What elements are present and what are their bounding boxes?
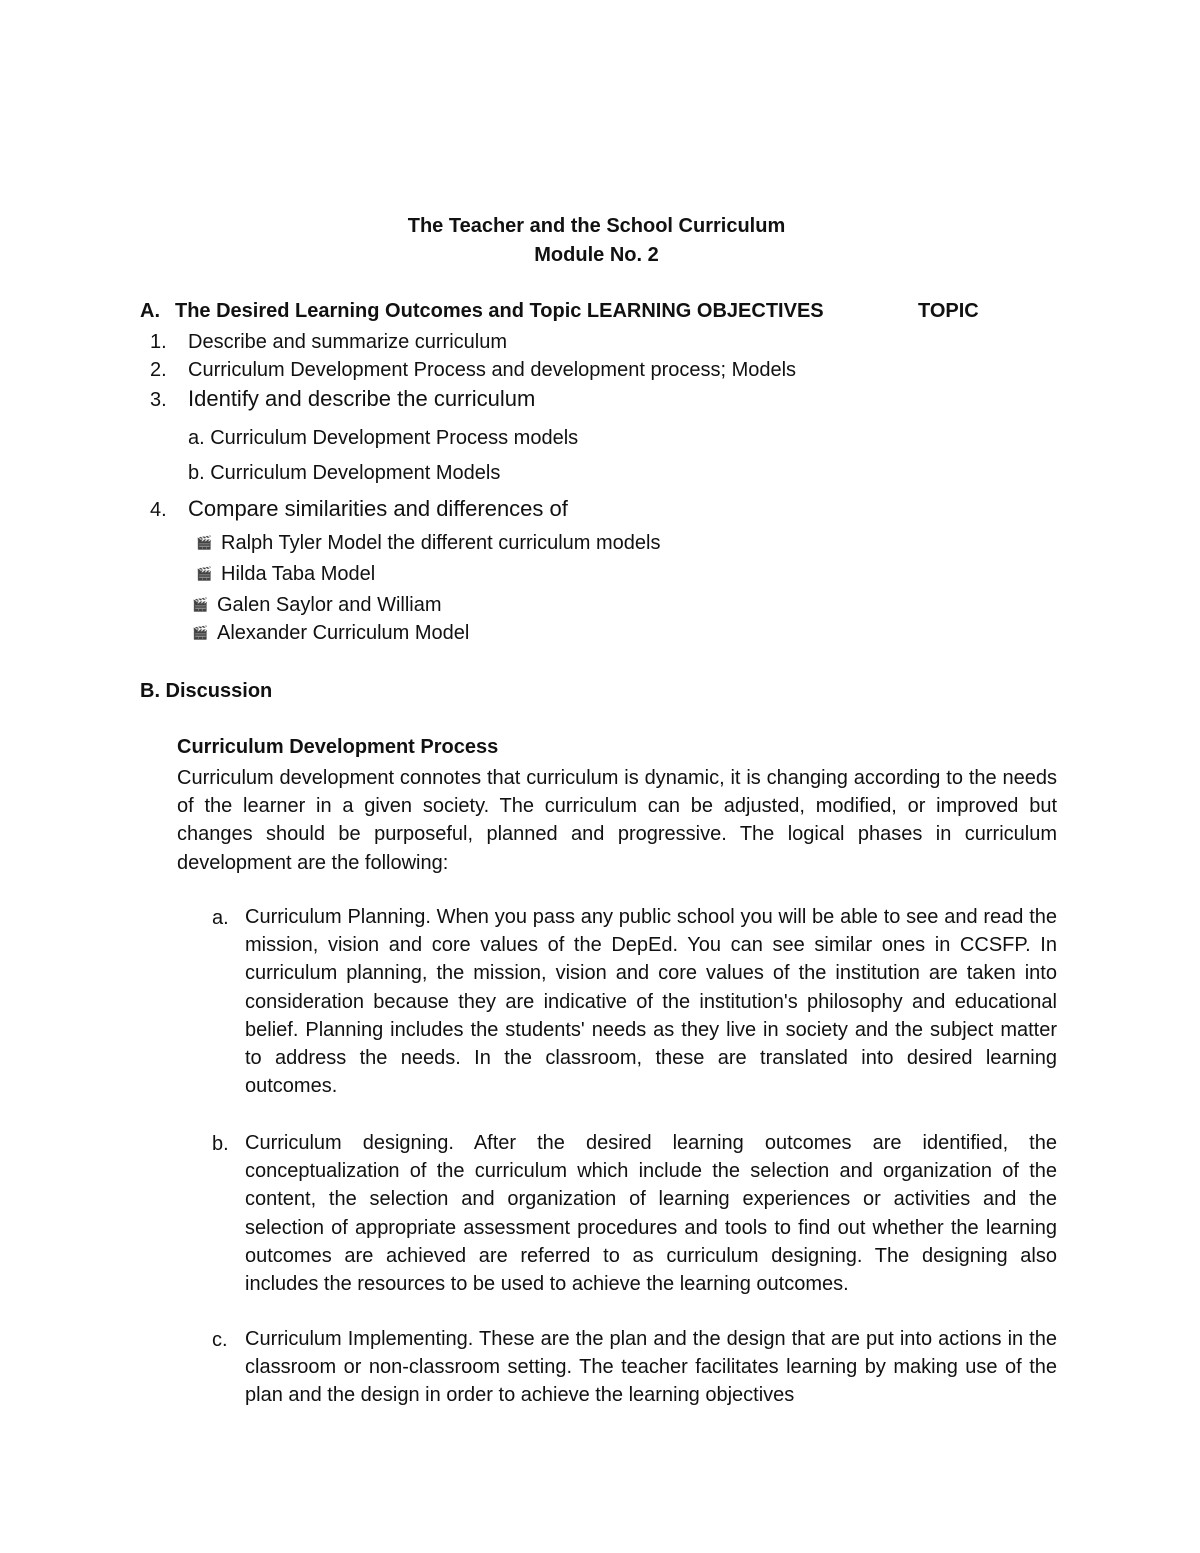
phase-letter: b. bbox=[212, 1133, 229, 1155]
phase-paragraph: Curriculum Implementing. These are the plan and the design that are put into actions in the classroom or non-classroom setting. The teacher facilitates learning by making use of the plan and the design in order to achieve the learning objectives bbox=[245, 1328, 1057, 1407]
document-title: The Teacher and the School Curriculum bbox=[407, 215, 786, 237]
discussion-subheading: Curriculum Development Process bbox=[177, 736, 499, 758]
clapperboard-icon: 🎬 bbox=[196, 535, 213, 550]
model-bullet-text: Hilda Taba Model bbox=[221, 563, 376, 585]
objective-number: 4. bbox=[150, 499, 167, 521]
objective-text: Curriculum Development Process and development process; Models bbox=[188, 359, 797, 381]
clapperboard-icon: 🎬 bbox=[192, 597, 209, 612]
objective-text: Describe and summarize curriculum bbox=[188, 331, 507, 353]
model-bullet-text: Alexander Curriculum Model bbox=[217, 622, 470, 644]
objective-text: Compare similarities and differences of bbox=[188, 496, 568, 521]
clapperboard-icon: 🎬 bbox=[192, 625, 209, 640]
objective-text: Identify and describe the curriculum bbox=[188, 386, 536, 411]
section-a-heading: The Desired Learning Outcomes and Topic LEARNING OBJECTIVES bbox=[175, 300, 824, 322]
objective-number: 2. bbox=[150, 359, 167, 381]
objective-sub-item: a. Curriculum Development Process models bbox=[188, 427, 579, 449]
phase-letter: a. bbox=[212, 907, 229, 929]
phase-letter: c. bbox=[212, 1329, 228, 1351]
module-number: Module No. 2 bbox=[534, 244, 659, 266]
section-a-letter: A. bbox=[140, 300, 160, 322]
section-a-heading-topic: TOPIC bbox=[918, 300, 979, 322]
phase-paragraph: Curriculum Planning. When you pass any public school you will be able to see and read the mission, vision and core values of the DepEd. You can see similar ones in CCSFP. In curriculum planning, the mission, vision and core values of the institution are taken into consideration because they are indicative of the institution's philosophy and educational belief. Planning includes the students' needs as they live in society and the subject matter to address the needs. In the classroom, these are translated into desired learning outcomes. bbox=[245, 906, 1057, 1098]
objective-sub-item: b. Curriculum Development Models bbox=[188, 462, 501, 484]
model-bullet-text: Galen Saylor and William bbox=[217, 594, 442, 616]
objective-number: 1. bbox=[150, 331, 167, 353]
objective-number: 3. bbox=[150, 389, 167, 411]
clapperboard-icon: 🎬 bbox=[196, 566, 213, 581]
discussion-intro-paragraph: Curriculum development connotes that curriculum is dynamic, it is changing according to the needs of the learner in a given society. The curriculum can be adjusted, modified, or improved but changes should be purposeful, planned and progressive. The logical phases in curriculum development are the following: bbox=[177, 767, 1057, 874]
model-bullet-text: Ralph Tyler Model the different curriculum models bbox=[221, 532, 661, 554]
phase-paragraph: Curriculum designing. After the desired learning outcomes are identified, the conceptualization of the curriculum which include the selection and organization of the content, the selection and organization of learning experiences or activities and the selection of appropriate assessment procedures and tools to find out whether the learning outcomes are achieved are referred to as curriculum designing. The designing also includes the resources to be used to achieve the learning outcomes. bbox=[245, 1132, 1057, 1296]
section-b-heading: B. Discussion bbox=[140, 680, 273, 702]
